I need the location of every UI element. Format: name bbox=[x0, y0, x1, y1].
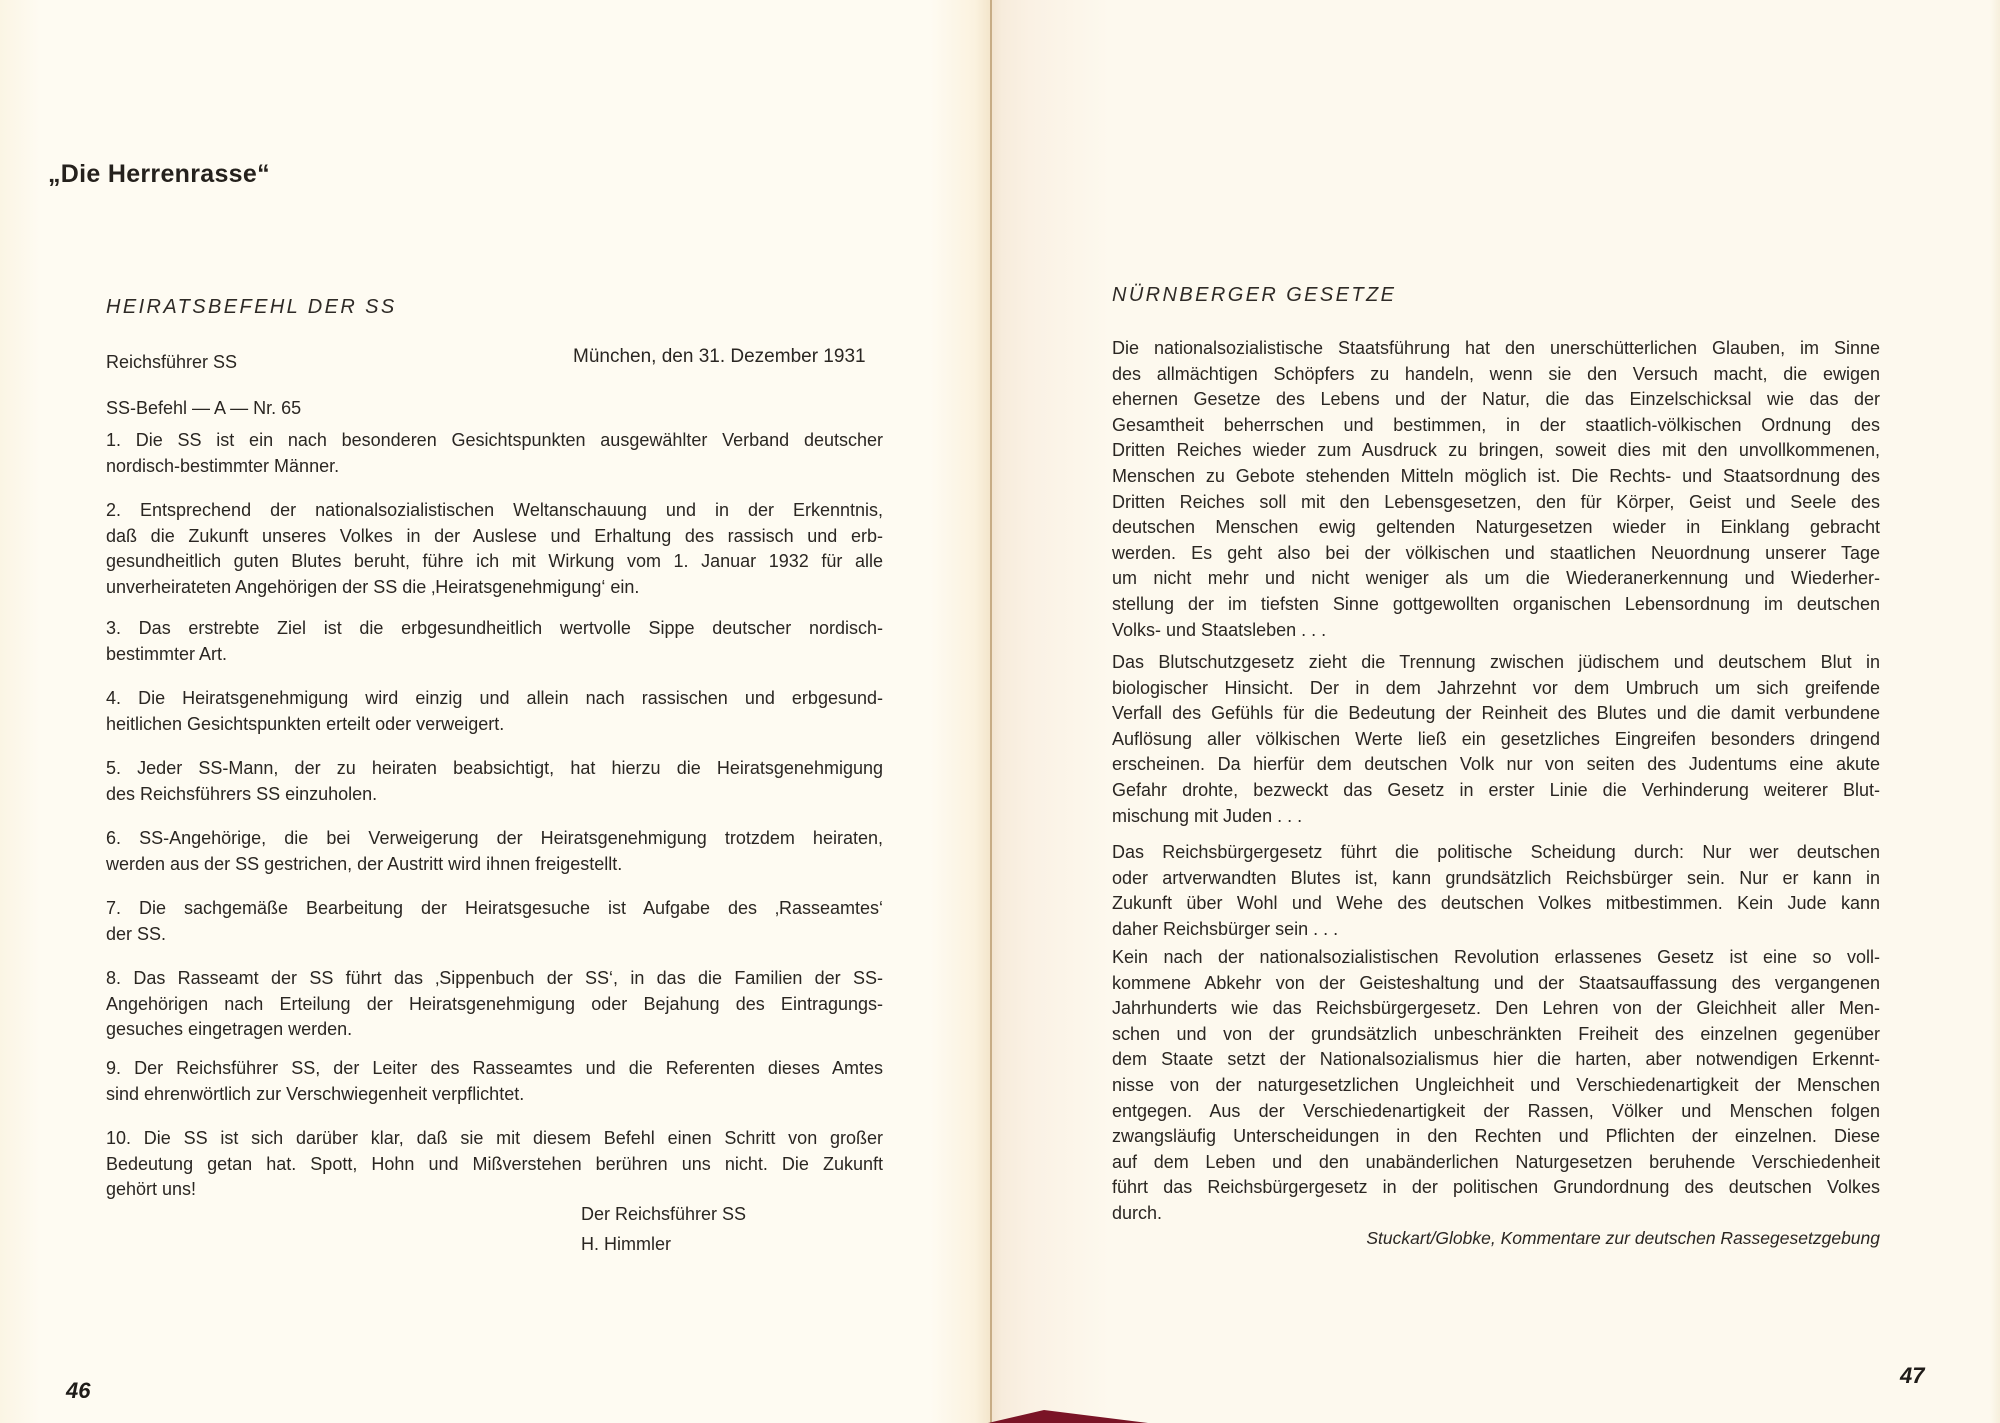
text-line: Gefahr drohte, bezweckt das Gesetz in erster Linie die Verhinderung weiterer Blut- bbox=[1112, 779, 1880, 800]
text-line: daher Reichsbürger sein . . . bbox=[1112, 918, 1339, 939]
text-line: 3. Das erstrebte Ziel ist die erbgesundheitlich wertvolle Sippe deutscher nordisch- bbox=[106, 618, 883, 638]
commentary-paragraph-3 bbox=[1112, 840, 1880, 942]
text-line: um nicht mehr und nicht weniger als um die Wiederanerkennung und Wiederher- bbox=[1112, 568, 1880, 589]
order-paragraph-1 bbox=[106, 428, 883, 479]
text-line: Angehörigen nach Erteilung der Heiratsgenehmigung oder Bejahung des Eintragungs- bbox=[106, 993, 883, 1014]
text-line: entgegen. Aus der Verschiedenartigkeit der Rassen, Völker und Menschen folgen bbox=[1112, 1100, 1880, 1121]
text-line: daß die Zukunft unseres Volkes in der Auslese und Erhaltung des rassisch und erb- bbox=[106, 525, 883, 546]
text-line: 5. Jeder SS-Mann, der zu heiraten beabsichtigt, hat hierzu die Heiratsgenehmigung bbox=[106, 758, 883, 778]
commentary-paragraph-1 bbox=[1112, 336, 1880, 643]
text-line: deutschen Menschen ewig geltenden Naturgesetzen wieder in Einklang gebracht bbox=[1112, 517, 1880, 538]
text-line: Auflösung aller völkischen Werte ließ ein gesetzliches Eingreifen besonders dringend bbox=[1112, 728, 1880, 749]
order-paragraph-9 bbox=[106, 1056, 883, 1107]
text-line: sind ehrenwörtlich zur Verschwiegenheit verpflichtet. bbox=[106, 1083, 525, 1104]
text-line: dem Staate setzt der Nationalsozialismus hier die harten, aber notwendigen Erkennt- bbox=[1112, 1049, 1880, 1070]
text-line: 6. SS-Angehörige, die bei Verweigerung der Heiratsgenehmigung trotzdem heiraten, bbox=[106, 828, 883, 848]
text-line: 4. Die Heiratsgenehmigung wird einzig und allein nach rassischen und erbgesund- bbox=[106, 688, 883, 708]
text-line: oder artverwandten Blutes ist, kann grundsätzlich Reichsbürger sein. Nur er kann in bbox=[1112, 867, 1880, 888]
section-heading-marriage-order: HEIRATSBEFEHL DER SS bbox=[106, 296, 397, 318]
page-number-right: 47 bbox=[1900, 1363, 1925, 1388]
text-line: heitlichen Gesichtspunkten erteilt oder verweigert. bbox=[106, 713, 505, 734]
text-line: der SS. bbox=[106, 923, 167, 944]
book-gutter bbox=[990, 0, 992, 1423]
commentary-paragraph-2 bbox=[1112, 650, 1880, 829]
place-date-line: München, den 31. Dezember 1931 bbox=[573, 346, 866, 367]
text-line: durch. bbox=[1112, 1202, 1163, 1223]
text-line: Das Reichsbürgergesetz führt die politische Scheidung durch: Nur wer deutschen bbox=[1112, 842, 1880, 862]
text-line: Dritten Reiches soll mit den Lebensgesetzen, den für Körper, Geist und Seele des bbox=[1112, 491, 1880, 512]
chapter-title: „Die Herrenrasse“ bbox=[48, 160, 270, 188]
text-line: 1. Die SS ist ein nach besonderen Gesichtspunkten ausgewählter Verband deutscher bbox=[106, 430, 883, 450]
text-line: bestimmter Art. bbox=[106, 643, 228, 664]
text-line: kommene Abkehr von der Geisteshaltung und der Staatsauffassung des vergangenen bbox=[1112, 972, 1880, 993]
text-line: Volks- und Staatsleben . . . bbox=[1112, 619, 1327, 640]
text-line: zwangsläufig Unterscheidungen in den Rechten und Pflichten der einzelnen. Diese bbox=[1112, 1126, 1880, 1147]
text-line: führt das Reichsbürgergesetz in der politischen Grundordnung des deutschen Volkes bbox=[1112, 1177, 1880, 1198]
order-paragraph-7 bbox=[106, 896, 883, 947]
order-paragraph-4 bbox=[106, 686, 883, 737]
text-line: 8. Das Rasseamt der SS führt das ‚Sippenbuch der SS‘, in das die Familien der SS- bbox=[106, 968, 883, 988]
order-paragraph-3 bbox=[106, 616, 883, 667]
signature-name: H. Himmler bbox=[581, 1234, 671, 1254]
text-line: unverheirateten Angehörigen der SS die ‚Heiratsgenehmigung‘ ein. bbox=[106, 576, 640, 597]
order-paragraph-6 bbox=[106, 826, 883, 877]
text-line: schen und von der grundsätzlich unbeschränkten Freiheit des einzelnen gegenüber bbox=[1112, 1023, 1880, 1044]
text-line: 7. Die sachgemäße Bearbeitung der Heiratsgesuche ist Aufgabe des ‚Rasseamtes‘ bbox=[106, 898, 883, 918]
text-line: werden. Es geht also bei der völkischen und staatlichen Neuordnung unserer Tage bbox=[1112, 542, 1880, 563]
text-line: erscheinen. Da hierfür dem deutschen Volk nur von seiten des Judentums eine akute bbox=[1112, 754, 1880, 775]
text-line: Zukunft über Wohl und Wehe des deutschen Volkes mitbestimmen. Kein Jude kann bbox=[1112, 893, 1880, 914]
order-paragraph-10 bbox=[106, 1126, 883, 1203]
order-paragraph-2 bbox=[106, 498, 883, 600]
text-line: des Reichsführers SS einzuholen. bbox=[106, 783, 378, 804]
text-line: mischung mit Juden . . . bbox=[1112, 805, 1303, 826]
signature-title: Der Reichsführer SS bbox=[581, 1204, 747, 1224]
text-line: 10. Die SS ist sich darüber klar, daß sie mit diesem Befehl einen Schritt von großer bbox=[106, 1128, 883, 1148]
text-line: nisse von der naturgesetzlichen Ungleichheit und Verschiedenartigkeit der Menschen bbox=[1112, 1074, 1880, 1095]
text-line: biologischer Hinsicht. Der in dem Jahrzehnt vor dem Umbruch um sich greifende bbox=[1112, 677, 1880, 698]
text-line: Menschen zu Gebote stehenden Mitteln möglich ist. Die Rechts- und Staatsordnung des bbox=[1112, 465, 1880, 486]
sender-line: Reichsführer SS bbox=[106, 352, 238, 372]
text-line: ehernen Gesetze des Lebens und der Natur, die das Einzelschicksal wie das der bbox=[1112, 389, 1880, 410]
text-line: Bedeutung getan hat. Spott, Hohn und Mißverstehen berühren uns nicht. Die Zukunft bbox=[106, 1153, 883, 1174]
text-line: Dritten Reiches wieder zum Ausdruck zu bringen, soweit dies mit den unvollkommenen, bbox=[1112, 440, 1880, 461]
order-paragraph-8 bbox=[106, 966, 883, 1043]
text-line: stellung der im tiefsten Sinne gottgewollten organischen Lebensordnung im deutschen bbox=[1112, 593, 1880, 614]
page-number-left: 46 bbox=[66, 1378, 91, 1403]
order-paragraph-5 bbox=[106, 756, 883, 807]
text-line: werden aus der SS gestrichen, der Austritt wird ihnen freigestellt. bbox=[106, 853, 623, 874]
order-reference: SS-Befehl — A — Nr. 65 bbox=[106, 398, 302, 418]
text-line: Kein nach der nationalsozialistischen Revolution erlassenes Gesetz ist eine so voll- bbox=[1112, 947, 1880, 967]
text-line: des allmächtigen Schöpfers zu handeln, wenn sie den Versuch macht, die ewigen bbox=[1112, 363, 1880, 384]
text-line: nordisch-bestimmter Männer. bbox=[106, 455, 340, 476]
text-line: Die nationalsozialistische Staatsführung hat den unerschütterlichen Glauben, im Sinne bbox=[1112, 338, 1880, 358]
text-line: gesuches eingetragen werden. bbox=[106, 1019, 353, 1040]
text-line: Gesamtheit beherrschen und bestimmen, in der staatlich-völkischen Ordnung des bbox=[1112, 414, 1880, 435]
text-line: auf dem Leben und den unabänderlichen Naturgesetzen beruhende Verschiedenheit bbox=[1112, 1151, 1880, 1172]
text-line: Das Blutschutzgesetz zieht die Trennung zwischen jüdischem und deutschem Blut in bbox=[1112, 652, 1880, 672]
text-line: 9. Der Reichsführer SS, der Leiter des Rasseamtes und die Referenten dieses Amtes bbox=[106, 1058, 883, 1078]
section-heading-nuremberg-laws: NÜRNBERGER GESETZE bbox=[1112, 284, 1397, 306]
commentary-paragraph-4 bbox=[1112, 945, 1880, 1227]
text-line: 2. Entsprechend der nationalsozialistischen Weltanschauung und in der Erkenntnis, bbox=[106, 500, 883, 520]
text-line: gesundheitlich guten Blutes beruht, führe ich mit Wirkung vom 1. Januar 1932 für alle bbox=[106, 551, 883, 572]
text-line: gehört uns! bbox=[106, 1179, 197, 1200]
text-line: Verfall des Gefühls für die Bedeutung der Reinheit des Blutes und die damit verbundene bbox=[1112, 703, 1880, 724]
text-line: Jahrhunderts wie das Reichsbürgergesetz. Den Lehren von der Gleichheit aller Men- bbox=[1112, 998, 1880, 1019]
source-citation: Stuckart/Globke, Kommentare zur deutschen Rassegesetzgebung bbox=[1366, 1228, 1880, 1248]
